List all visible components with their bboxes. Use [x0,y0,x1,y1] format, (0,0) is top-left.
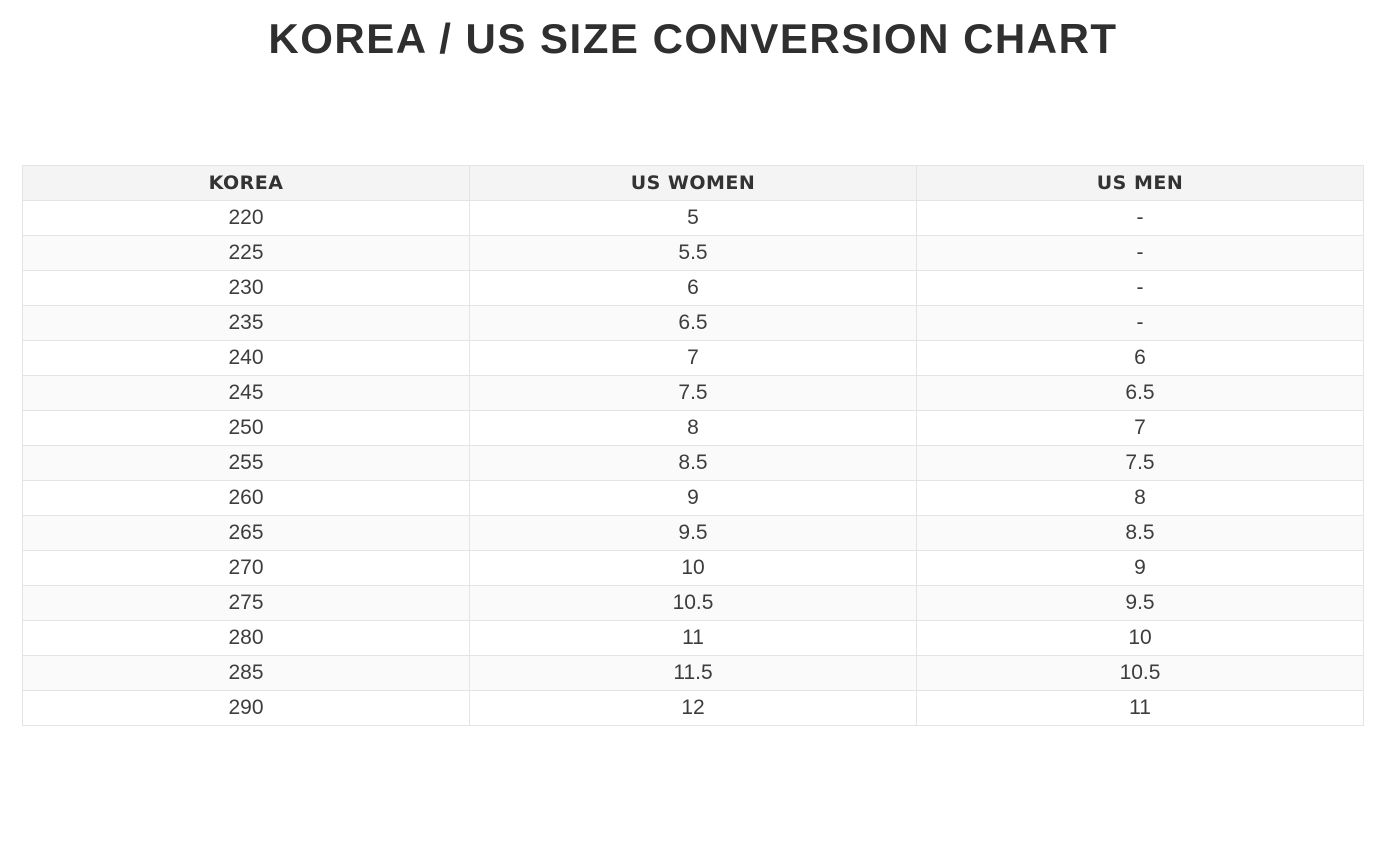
table-row [23,341,1364,376]
column-header-us-men: US MEN [917,166,1364,201]
table-row [23,411,1364,446]
cell-korea: 275 [23,586,470,621]
cell-korea: 230 [23,271,470,306]
cell-us-women: 6.5 [470,306,917,341]
page-title: KOREA / US SIZE CONVERSION CHART [268,15,1118,62]
table-row [23,516,1364,551]
cell-korea: 225 [23,236,470,271]
size-conversion-table [22,165,1364,726]
cell-us-women: 9 [470,481,917,516]
cell-korea: 280 [23,621,470,656]
table-body [23,201,1364,726]
cell-us-women: 6 [470,271,917,306]
cell-korea: 220 [23,201,470,236]
cell-korea: 250 [23,411,470,446]
cell-us-men: 7.5 [917,446,1364,481]
table-row [23,691,1364,726]
cell-us-women: 8 [470,411,917,446]
cell-korea: 245 [23,376,470,411]
cell-us-women: 12 [470,691,917,726]
table-row [23,656,1364,691]
cell-us-men: 6 [917,341,1364,376]
cell-us-men: 11 [917,691,1364,726]
cell-us-men: 8.5 [917,516,1364,551]
table-row [23,271,1364,306]
cell-us-men: 10.5 [917,656,1364,691]
table-header-row [23,166,1364,201]
cell-us-men: - [917,306,1364,341]
table-row [23,201,1364,236]
table-row [23,306,1364,341]
cell-korea: 240 [23,341,470,376]
cell-korea: 270 [23,551,470,586]
cell-us-women: 10 [470,551,917,586]
cell-us-men: - [917,271,1364,306]
column-header-us-women: US WOMEN [470,166,917,201]
table-row [23,551,1364,586]
cell-us-women: 11 [470,621,917,656]
cell-korea: 235 [23,306,470,341]
table-header [23,166,1364,201]
cell-us-men: 7 [917,411,1364,446]
cell-us-women: 5 [470,201,917,236]
cell-us-women: 5.5 [470,236,917,271]
page [0,14,1386,849]
cell-korea: 285 [23,656,470,691]
cell-us-women: 8.5 [470,446,917,481]
cell-us-men: - [917,201,1364,236]
cell-us-women: 7.5 [470,376,917,411]
cell-korea: 260 [23,481,470,516]
cell-us-women: 7 [470,341,917,376]
table-row [23,621,1364,656]
cell-us-men: 10 [917,621,1364,656]
column-header-korea: KOREA [23,166,470,201]
cell-us-men: 9.5 [917,586,1364,621]
cell-korea: 255 [23,446,470,481]
cell-us-men: 9 [917,551,1364,586]
table-row [23,236,1364,271]
table-row [23,481,1364,516]
cell-us-women: 11.5 [470,656,917,691]
cell-us-men: 6.5 [917,376,1364,411]
cell-us-women: 10.5 [470,586,917,621]
cell-us-men: - [917,236,1364,271]
table-row [23,376,1364,411]
cell-korea: 290 [23,691,470,726]
cell-us-men: 8 [917,481,1364,516]
cell-us-women: 9.5 [470,516,917,551]
table-row [23,446,1364,481]
cell-korea: 265 [23,516,470,551]
table-row [23,586,1364,621]
